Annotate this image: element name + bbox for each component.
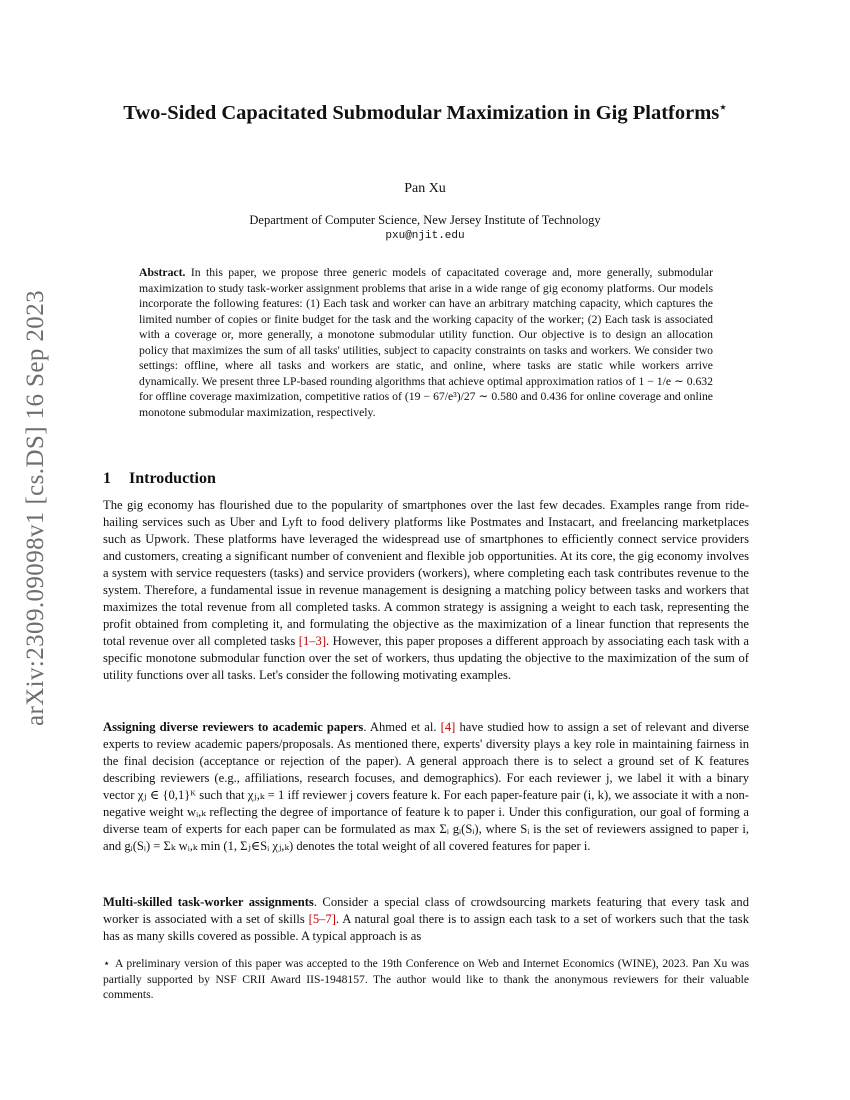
footnote-mark: ⋆ [103,957,111,970]
paper-title [120,94,730,126]
body-paragraph-multiskilled [103,894,749,945]
author-affiliation: Department of Computer Science, New Jersey Institute of Technology [249,213,601,227]
body-paragraph-reviewers [103,719,749,855]
abstract-text: In this paper, we propose three generic models of capacitated coverage and, more generally, submodular maximization to study task-worker assignment problems that arise in a wide range of gig economy platforms. Our models incorporate the following features: (1) Each task and worker can have an arbitrary matching capacity, which captures the limited number of copies or finite budget for the task and the working capacity of the worker; (2) Each task is associated with a coverage or, more generally, a monotone submodular utility function. Our objective is to design an allocation policy that maximizes the sum of all tasks' utilities, subject to capacity constraints on tasks and workers. We consider two settings: offline, where all tasks and workers are static, and online, where tasks are static while workers arrive dynamically. We present three LP-based rounding algorithms that achieve optimal approximation ratios of 1 − 1/e ∼ 0.632 for offline coverage maximization, competitive ratios of (19 − 67/e³)/27 ∼ 0.580 and 0.436 for online coverage and online monotone submodular maximization, respectively. [139,266,713,419]
abstract-label: Abstract. [139,266,186,279]
footnote [103,956,749,1003]
section-title: Introduction [129,470,216,487]
arxiv-sidebar-stamp [14,268,58,748]
section-number: 1 [103,470,111,487]
paragraph-text: . Consider a special class of crowdsourcing markets featuring that every task and worker is associated with a set of skills [103,895,749,926]
abstract [139,265,713,420]
citation-link[interactable]: [5–7] [308,912,336,926]
paragraph-heading: Multi-skilled task-worker assignments [103,895,314,909]
paragraph-text: The gig economy has flourished due to the popularity of smartphones over the last few decades. Examples range from ride-hailing services such as Uber and Lyft to food delivery platforms like Postmates and Instacart, and freelancing marketplaces such as Upwork. These platforms have leveraged the widespread use of smartphones to efficiently connect service providers and customers, creating a significant number of convenient and flexible job opportunities. At its core, the gig economy involves a system with service requesters (tasks) and service providers (workers), where completing each task contributes revenue to the system. Therefore, a fundamental issue in revenue management is designing a matching policy between tasks and workers that maximizes the total revenue from all completed tasks. A common strategy is assigning a weight to each task, representing the profit obtained from completing it, and formulating the objective as the maximization of a linear function that represents the total revenue over all completed tasks [103,498,749,648]
paragraph-text: . A natural goal there is to assign each task to a set of workers such that the task has as many skills covered as possible. A typical approach is as [103,912,750,943]
author-email: pxu@njit.edu [385,230,465,242]
arxiv-identifier: arXiv:2309.09098v1 [cs.DS] 16 Sep 2023 [22,289,49,727]
body-paragraph-intro [103,497,749,684]
citation-link[interactable]: [4] [440,720,456,734]
paper-title-text: Two-Sided Capacitated Submodular Maximization in Gig Platforms [123,101,720,124]
author-name: Pan Xu [404,181,446,196]
title-footnote-mark: ⋆ [719,100,727,114]
paragraph-text: . However, this paper proposes a different approach by associating each task with a specific monotone submodular function over the set of workers, thus updating the objective to the maximization of the sum of utility functions over all tasks. Let's consider the following motivating examples. [103,634,749,682]
paragraph-text: have studied how to assign a set of relevant and diverse experts to review academic papers/proposals. As mentioned there, experts' diversity plays a key role in maintaining fairness in the final decision (acceptance or rejection of the paper). A general approach there is to select a ground set of K features describing reviewers (e.g., affiliations, research focuses, and demographics). For each reviewer j, we label it with a binary vector χⱼ ∈ {0,1}ᴷ such that χⱼ,ₖ = 1 iff reviewer j covers feature k. For each paper-feature pair (i, k), we associate it with a non-negative weight wᵢ,ₖ reflecting the degree of importance of feature k to paper i. Under this configuration, our goal of forming a diverse team of experts for each paper can be formulated as max Σᵢ gᵢ(Sᵢ), where Sᵢ is the set of reviewers assigned to paper i, and gᵢ(Sᵢ) = Σₖ wᵢ,ₖ min (1, Σⱼ∈Sᵢ χⱼ,ₖ) denotes the total weight of all covered features for paper i. [103,720,749,853]
citation-link[interactable]: [1–3] [298,634,327,648]
paragraph-text: . Ahmed et al. [363,720,441,734]
footnote-text: A preliminary version of this paper was accepted to the 19th Conference on Web and Internet Economics (WINE), 2023. Pan Xu was partially supported by NSF CRII Award IIS-1948157. The author would like to thank the anonymous reviewers for their valuable comments. [103,957,749,1001]
paragraph-heading: Assigning diverse reviewers to academic papers [103,720,364,734]
section-heading [103,470,216,488]
